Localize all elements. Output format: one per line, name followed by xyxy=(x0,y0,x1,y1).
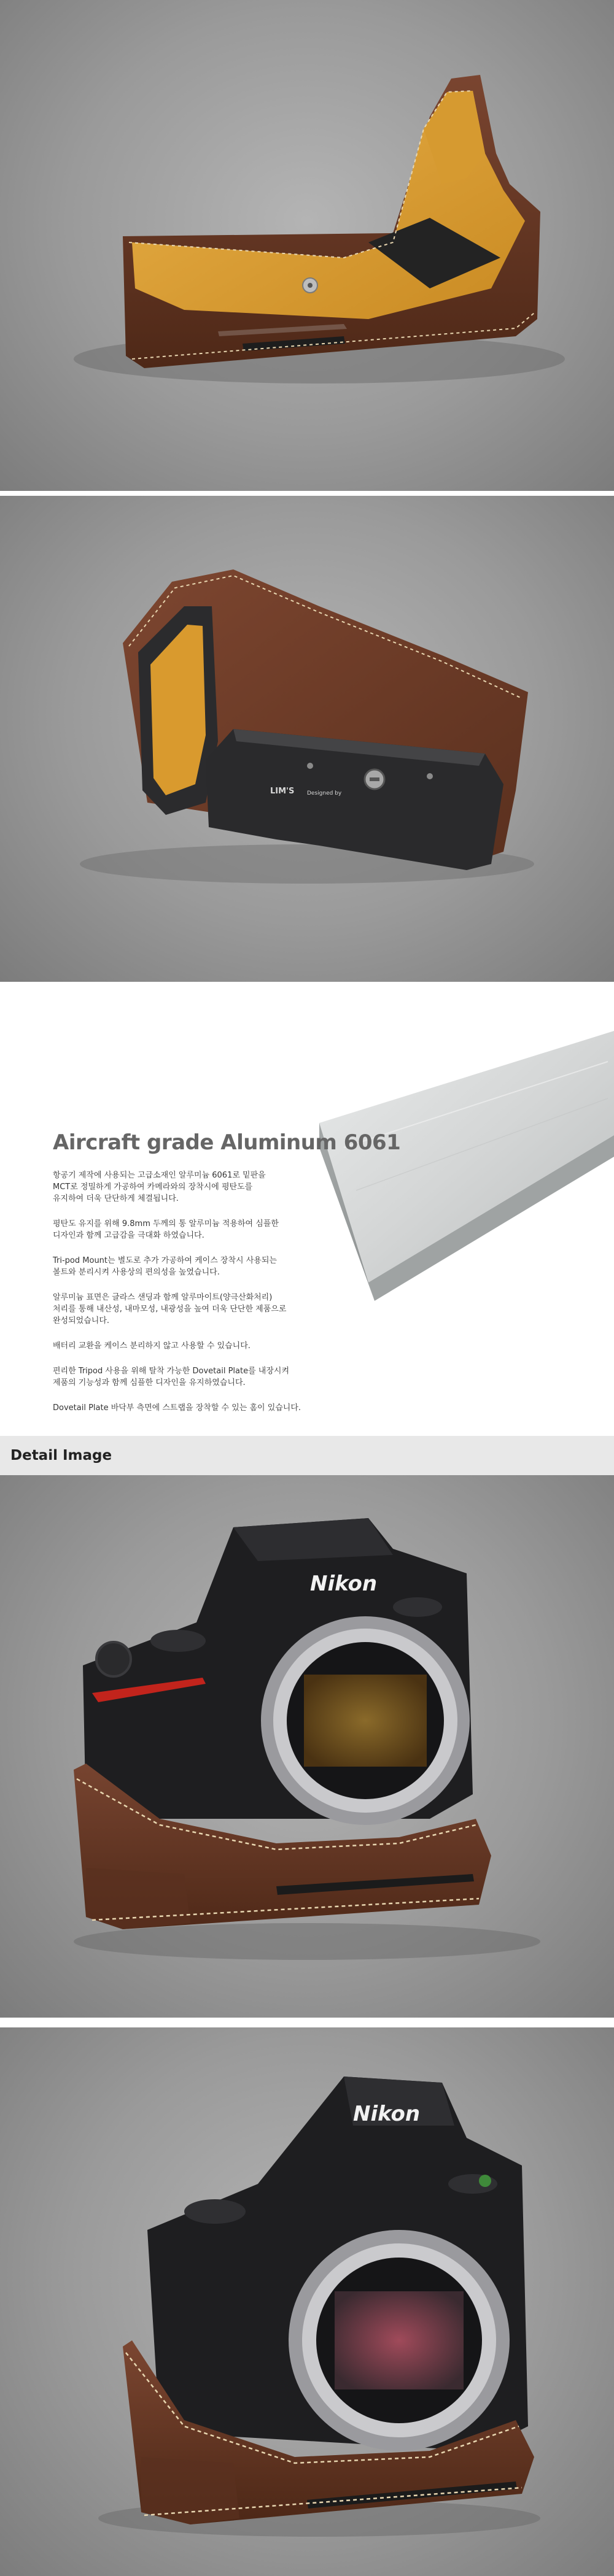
case-interior-illustration xyxy=(0,0,614,491)
aluminum-info-section xyxy=(0,982,614,1436)
aluminum-paragraph: Tri-pod Mount는 별도로 추가 가공하여 케이스 장착시 사용되는 볼트와 분리시켜 사용상의 편의성을 높였습니다. xyxy=(53,1256,277,1277)
camera-angle-illustration xyxy=(0,2027,614,2576)
aluminum-paragraph: 배터리 교환을 케이스 분리하지 않고 사용할 수 있습니다. xyxy=(53,1341,251,1351)
aluminum-paragraph: 편리한 Tripod 사용을 위해 탈착 가능한 Dovetail Plate를 내장시켜 제품의 기능성과 함께 심플한 디자인을 유지하였습니다. xyxy=(53,1367,290,1387)
case-base-plate-illustration xyxy=(0,496,614,982)
product-photo-camera-angle xyxy=(0,2027,614,2576)
camera-brand-text: Nikon xyxy=(353,2102,421,2126)
divider xyxy=(0,491,614,496)
plate-brand-text: Designed by xyxy=(307,790,342,796)
product-photo-camera-front xyxy=(0,1475,614,2018)
aluminum-description xyxy=(53,1170,348,1427)
aluminum-paragraph: 알루미늄 표면은 글라스 샌딩과 함께 알루마이트(양극산화처리) 처리를 통해 내산성, 내마모성, 내광성을 높여 더욱 단단한 제품으로 완성되었습니다. xyxy=(53,1293,287,1325)
aluminum-paragraph: 항공기 제작에 사용되는 고급소재인 알루미늄 6061로 밑판을 MCT로 정밀하게 가공하여 카메라와의 장착시에 평탄도를 유지하여 더욱 단단하게 체결됩니다. xyxy=(53,1171,266,1203)
product-photo-case-interior xyxy=(0,0,614,491)
plate-mark-text: LIM'S xyxy=(270,787,295,796)
aluminum-paragraph: Dovetail Plate 바닥부 측면에 스트랩을 장착할 수 있는 홈이 있습니다. xyxy=(53,1403,301,1413)
product-photo-case-base-plate xyxy=(0,496,614,982)
camera-brand-text: Nikon xyxy=(310,1571,378,1596)
detail-image-label: Detail Image xyxy=(10,1448,112,1463)
aluminum-block-photo xyxy=(319,1031,614,1338)
detail-image-header xyxy=(0,1436,614,1475)
divider xyxy=(0,2018,614,2027)
aluminum-paragraph: 평탄도 유지를 위해 9.8mm 두께의 통 알루미늄 적용하여 심플한 디자인과 함께 고급감을 극대화 하였습니다. xyxy=(53,1219,279,1240)
camera-front-illustration xyxy=(0,1475,614,2018)
aluminum-title: Aircraft grade Aluminum 6061 xyxy=(53,1130,401,1155)
